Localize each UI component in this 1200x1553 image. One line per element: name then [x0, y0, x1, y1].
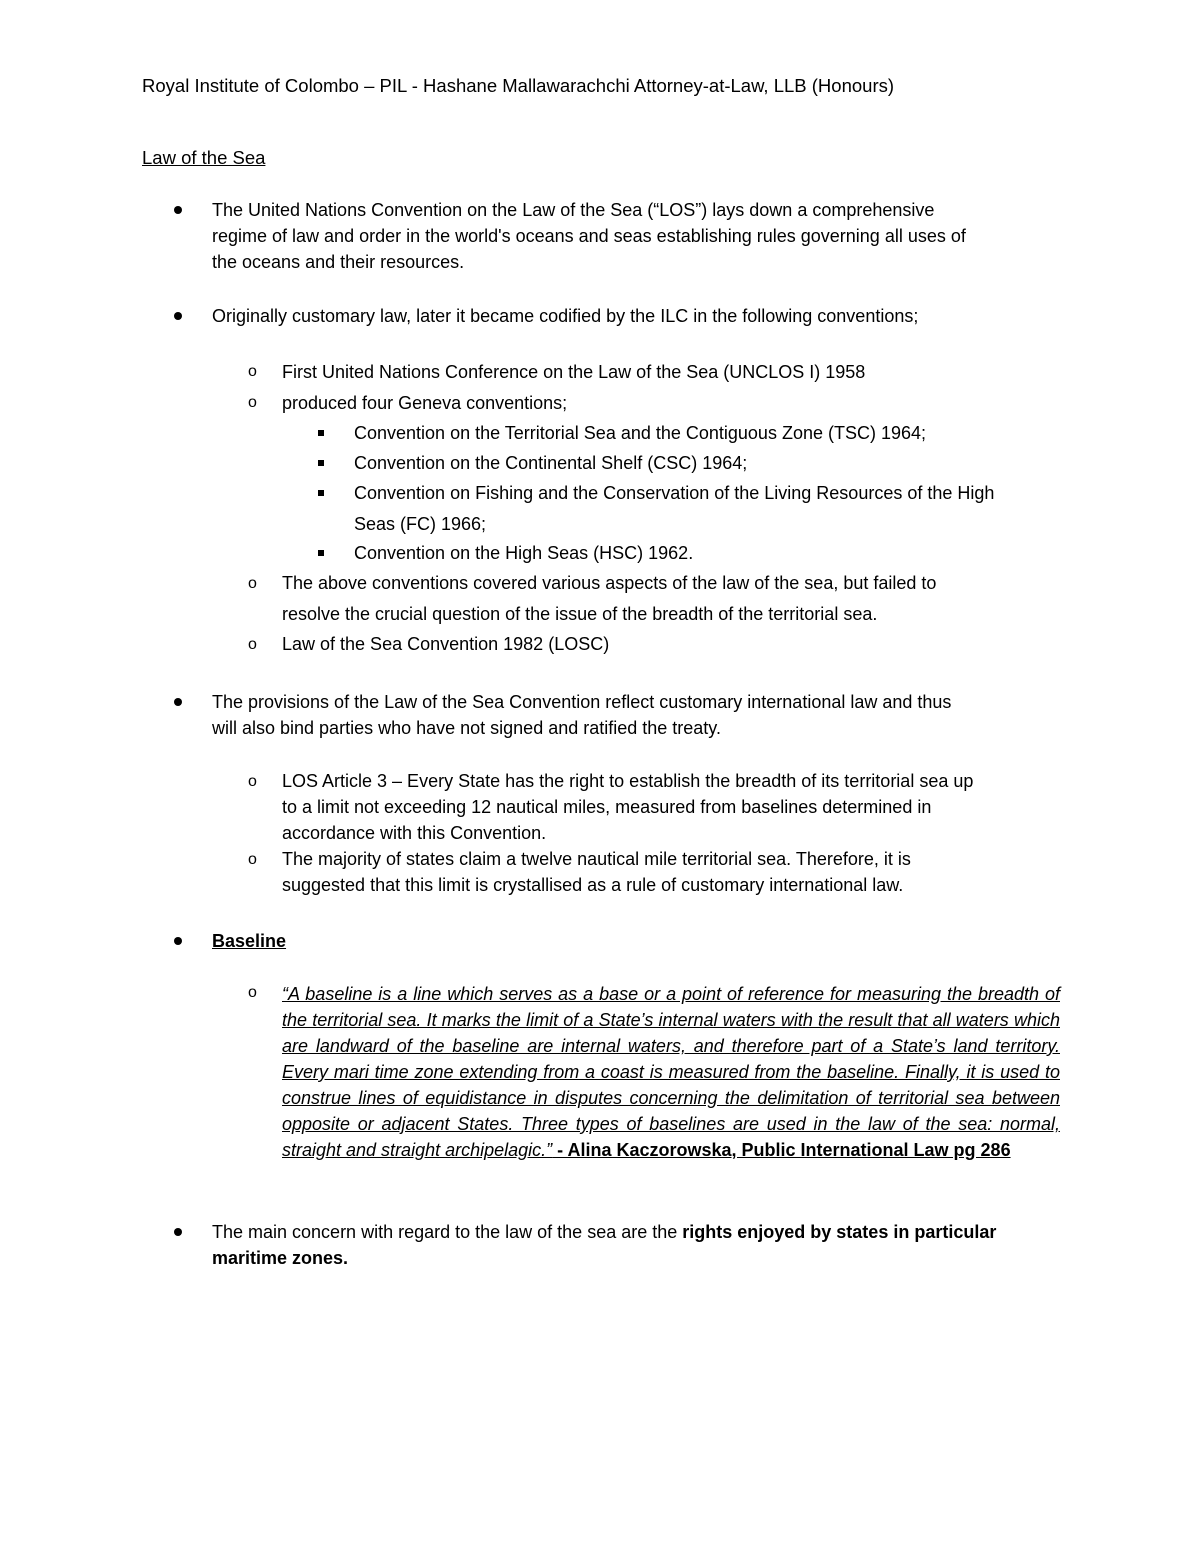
convention-item: Seas (FC) 1966; [354, 514, 487, 534]
sub-item: The majority of states claim a twelve nautical mile territorial sea. Therefore, it is [282, 849, 911, 869]
bullet-icon [174, 1228, 182, 1236]
sub-item: suggested that this limit is crystallised as a rule of customary international law. [282, 875, 904, 895]
sub-bullet-icon: o [248, 851, 257, 868]
convention-item: Convention on Fishing and the Conservation of the Living Resources of the High [354, 483, 995, 503]
paragraph-line [212, 1221, 996, 1243]
paragraph-line: The provisions of the Law of the Sea Convention reflect customary international law and thus [212, 692, 952, 712]
convention-item: Convention on the Territorial Sea and the Contiguous Zone (TSC) 1964; [354, 423, 927, 443]
sub-item: produced four Geneva conventions; [282, 393, 568, 413]
square-bullet-icon [318, 430, 324, 436]
paragraph-line: regime of law and order in the world's oceans and seas establishing rules governing all uses of [212, 226, 966, 246]
sub-item: Law of the Sea Convention 1982 (LOSC) [282, 634, 610, 654]
bullet-icon [174, 698, 182, 706]
square-bullet-icon [318, 460, 324, 466]
sub-item: resolve the crucial question of the issue of the breadth of the territorial sea. [282, 604, 878, 624]
square-bullet-icon [318, 490, 324, 496]
paragraph-line: Originally customary law, later it became codified by the ILC in the following conventions; [212, 306, 919, 326]
paragraph-line: will also bind parties who have not signed and ratified the treaty. [212, 718, 721, 738]
sub-item: accordance with this Convention. [282, 823, 547, 843]
quote-text: “A baseline is a line which serves as a base or a point of reference for measuring the breadth of the territorial sea. It marks the limit of a State’s internal waters with the result that all waters which are landward of the baseline are internal waters, and therefore part of a State’s land territory. Every mari time zone extending from a coast is measured from the baseline. Finally, it is used to construe lines of equidistance in disputes concerning the delimitation of territorial sea between opposite or adjacent States. Three types of baselines are used in the law of the sea: normal, straight and straight archipelagic.” [282, 984, 1060, 1160]
paragraph-line: the oceans and their resources. [212, 252, 465, 272]
paragraph-line: The United Nations Convention on the Law of the Sea (“LOS”) lays down a comprehensive [212, 200, 935, 220]
paragraph-line: maritime zones. [212, 1248, 349, 1268]
sub-item: The above conventions covered various aspects of the law of the sea, but failed to [282, 573, 937, 593]
sub-item: LOS Article 3 – Every State has the right to establish the breadth of its territorial sea up [282, 771, 974, 791]
page-title: Law of the Sea [142, 147, 266, 168]
sub-item: First United Nations Conference on the Law of the Sea (UNCLOS I) 1958 [282, 362, 866, 382]
sub-bullet-icon: o [248, 984, 257, 1001]
bullet-icon [174, 206, 182, 214]
section-heading: Baseline [212, 931, 287, 951]
paragraph-text: The main concern with regard to the law of the sea are the [212, 1222, 683, 1242]
sub-bullet-icon: o [248, 773, 257, 790]
bullet-icon [174, 937, 182, 945]
square-bullet-icon [318, 550, 324, 556]
baseline-quote [282, 981, 1060, 1163]
emphasis-text: rights enjoyed by states in particular [682, 1222, 997, 1242]
sub-bullet-icon: o [248, 636, 257, 653]
sub-bullet-icon: o [248, 363, 257, 380]
quote-source: - Alina Kaczorowska, Public International Law pg 286 [552, 1140, 1011, 1160]
page-header: Royal Institute of Colombo – PIL - Hashane Mallawarachchi Attorney-at-Law, LLB (Honours) [142, 75, 895, 96]
convention-item: Convention on the High Seas (HSC) 1962. [354, 543, 694, 563]
sub-bullet-icon: o [248, 575, 257, 592]
sub-bullet-icon: o [248, 394, 257, 411]
bullet-icon [174, 312, 182, 320]
sub-item: to a limit not exceeding 12 nautical miles, measured from baselines determined in [282, 797, 932, 817]
convention-item: Convention on the Continental Shelf (CSC) 1964; [354, 453, 748, 473]
